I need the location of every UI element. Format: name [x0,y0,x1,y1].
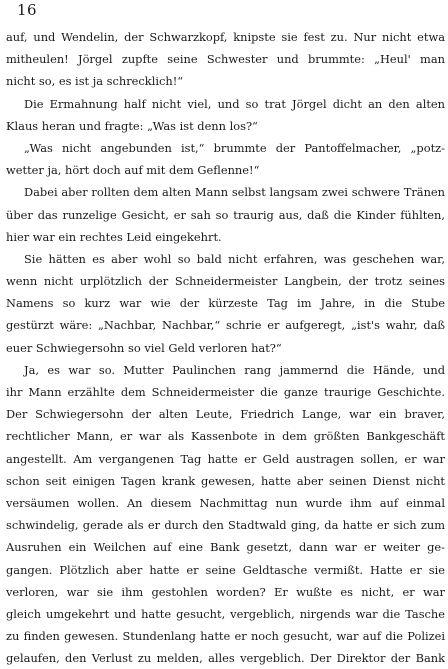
text-line: schwindelig, gerade als er durch den Stadtwald ging, da hatte er sich zum [6,518,445,533]
text-line: mitheulen! Jörgel zupfte seine Schwester und brummte: „Heul' man [6,52,445,67]
text-line: Klaus heran und fragte: „Was ist denn los?“ [6,118,258,133]
paragraph [6,137,445,181]
paragraph [6,93,445,137]
text-line: ihr Mann erzählte dem Schneidermeister die ganze traurige Geschichte. [6,385,445,399]
page-number: 16 [17,1,38,19]
text-line: Namens so kurz war wie der kürzeste Tag im Jahre, in die Stube [6,296,445,311]
text-line: Der Schwiegersohn der alten Leute, Friedrich Lange, war ein braver, [6,407,445,422]
text-line: wetter ja, hört doch auf mit dem Geflenne!“ [6,163,260,178]
paragraph [6,26,445,93]
text-line: gestürzt wäre: „Nachbar, Nachbar,“ schrie er aufgeregt, „ist's wahr, daß [6,318,445,333]
text-line: über das runzelige Gesicht, er sah so traurig aus, daß die Kinder fühlten, [6,207,445,222]
text-line: „Was nicht angebunden ist,“ brummte der Pantoffelmacher, „potz- [24,140,445,155]
text-line: Sie hätten es aber wohl so bald nicht erfahren, was geschehen war, [24,251,445,266]
text-line: schon seit einigen Tagen krank gewesen, hatte aber seinen Dienst nicht [6,473,445,488]
text-line: angestellt. Am vergangenen Tag hatte er Geld austragen sollen, er war [6,451,445,466]
text-line: auf, und Wendelin, der Schwarzkopf, knipste sie fest zu. Nur nicht etwa [6,30,445,44]
paragraph [6,359,445,669]
text-line: gleich umgekehrt und hatte gesucht, vergeblich, nirgends war die Tasche [6,606,445,621]
paragraph [6,248,445,359]
text-line: gangen. Plötzlich aber hatte er seine Geldtasche vermißt. Hatte er sie [6,562,445,577]
text-line: Die Ermahnung half nicht viel, und so trat Jörgel dicht an den alten [24,96,445,111]
text-line: rechtlicher Mann, er war als Kassenbote in dem größten Bankgeschäft [6,429,445,444]
text-line: nicht so, es ist ja schrecklich!“ [6,74,184,89]
book-page [6,0,445,666]
text-line: wenn nicht urplötzlich der Schneidermeister Langbein, der trotz seines [6,274,445,289]
text-line: Dabei aber rollten dem alten Mann selbst langsam zwei schwere Tränen [24,185,445,200]
text-line: euer Schwiegersohn so viel Geld verloren hat?“ [6,340,282,355]
text-line: Ja, es war so. Mutter Paulinchen rang jammernd die Hände, und [24,362,445,377]
text-line: hier war ein rechtes Leid eingekehrt. [6,229,222,244]
text-line: verloren, war sie ihm gestohlen worden? Er wußte es nicht, er war [6,584,445,599]
text-line: gelaufen, den Verlust zu melden, alles vergeblich. Der Direktor der Bank [6,651,445,666]
text-line: versäumen wollen. An diesem Nachmittag nun wurde ihm auf einmal [6,495,445,510]
text-line: Ausruhen ein Weilchen auf eine Bank gesetzt, dann war er weiter ge- [6,540,445,555]
text-line: zu finden gewesen. Stundenlang hatte er noch gesucht, war auf die Polizei [6,629,445,644]
paragraph [6,181,445,248]
body-text [6,26,445,669]
